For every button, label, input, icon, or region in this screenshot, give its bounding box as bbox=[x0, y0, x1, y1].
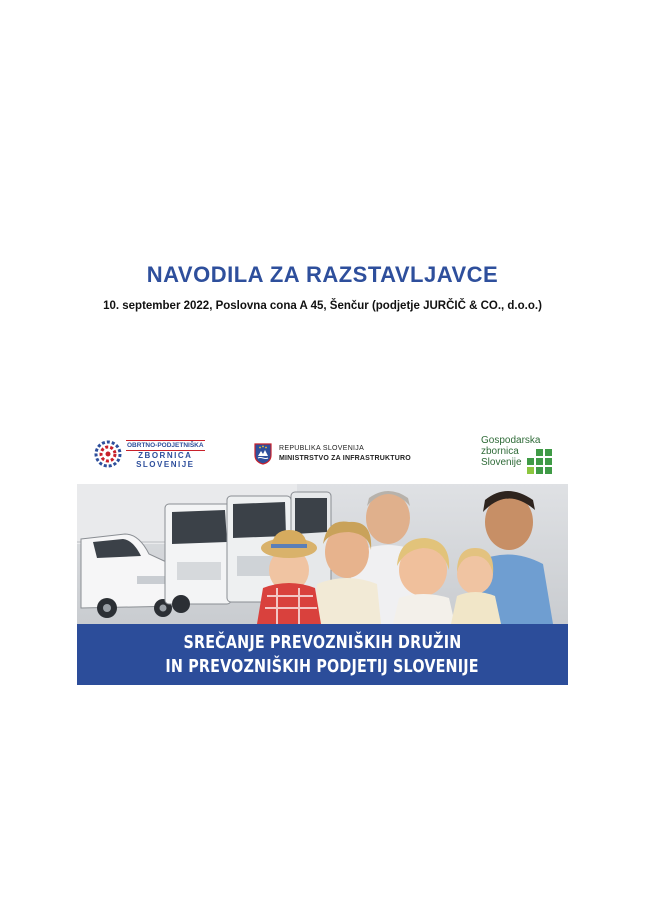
ozs-line1: OBRTNO-PODJETNIŠKA bbox=[127, 441, 204, 449]
sponsor-logos bbox=[77, 432, 568, 484]
gzs-grid-icon bbox=[527, 449, 553, 475]
ozs-line2: ZBORNICA bbox=[138, 450, 193, 460]
event-flyer bbox=[77, 432, 568, 685]
ozs-line3: SLOVENIJE bbox=[136, 459, 195, 469]
ozs-emblem-icon bbox=[93, 439, 123, 469]
gzs-line2: zbornica bbox=[481, 446, 519, 457]
banner-line1: SREČANJE PREVOZNIŠKIH DRUŽIN bbox=[183, 632, 462, 653]
family-trucks-photo bbox=[77, 484, 568, 624]
gzs-logo bbox=[481, 435, 545, 468]
ozs-logo bbox=[93, 439, 205, 469]
page-title: NAVODILA ZA RAZSTAVLJAVCE bbox=[146, 262, 499, 287]
gzs-line3: Slovenije bbox=[481, 457, 522, 468]
ministry-line2: MINISTRSTVO ZA INFRASTRUKTURO bbox=[279, 455, 411, 462]
event-banner bbox=[77, 624, 568, 685]
ministry-line1: REPUBLIKA SLOVENIJA bbox=[279, 445, 365, 452]
slovenia-crest-icon bbox=[254, 443, 272, 465]
event-details: 10. september 2022, Poslovna cona A 45, Šenčur (podjetje JURČIČ & CO., d.o.o.) bbox=[103, 300, 542, 312]
gzs-line1: Gospodarska bbox=[481, 435, 541, 446]
banner-line2: IN PREVOZNIŠKIH PODJETIJ SLOVENIJE bbox=[165, 656, 480, 677]
ministry-logo bbox=[254, 443, 411, 465]
